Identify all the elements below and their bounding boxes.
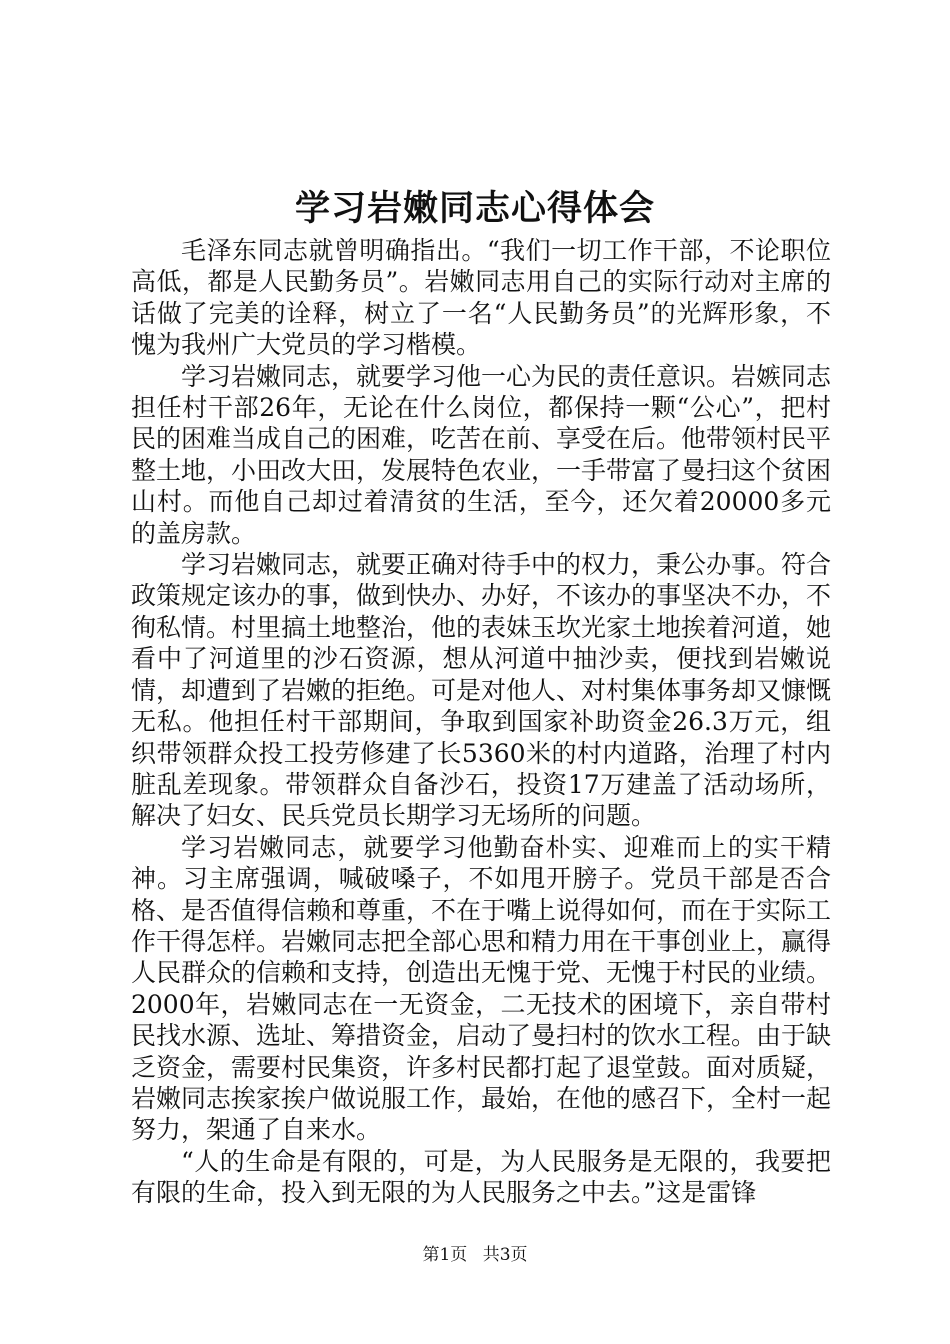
page-total: 共3页: [482, 1245, 528, 1265]
page-footer: [0, 1243, 950, 1267]
page-title: 学习岩嫩同志心得体会: [294, 188, 655, 229]
paragraph: “人的生命是有限的，可是，为人民服务是无限的，我要把有限的生命，投入到无限的为人民服务之中去。”这是雷锋: [131, 1146, 831, 1208]
paragraph: 学习岩嫩同志，就要正确对待手中的权力，秉公办事。符合政策规定该办的事，做到快办、办好，不该办的事坚决不办，不徇私情。村里搞土地整治，他的表妹玉坎光家土地挨着河道，她看中了河道里的沙石资源，想从河道中抽沙卖，便找到岩嫩说情，却遭到了岩嫩的拒绝。可是对他人、对村集体事务却又慷慨无私。他担任村干部期间，争取到国家补助资金26.3万元，组织带领群众投工投劳修建了长5360米的村内道路，治理了村内脏乱差现象。带领群众自备沙石，投资17万建盖了活动场所，解决了妇女、民兵党员长期学习无场所的问题。: [131, 550, 832, 831]
page-number: 第1页: [422, 1245, 468, 1265]
document-body: [131, 235, 831, 1209]
paragraph: 毛泽东同志就曾明确指出。“我们一切工作干部，不论职位高低，都是人民勤务员”。岩嫩同志用自己的实际行动对主席的话做了完美的诠释，树立了一名“人民勤务员”的光辉形象，不愧为我州广大党员的学习楷模。: [131, 236, 831, 360]
paragraph: 学习岩嫩同志，就要学习他一心为民的责任意识。岩嫉同志担任村干部26年，无论在什么岗位，都保持一颗“公心”，把村民的困难当成自己的困难，吃苦在前、享受在后。他带领村民平整土地，小田改大田，发展特色农业，一手带富了曼扫这个贫困山村。而他自己却过着清贫的生活，至今，还欠着20000多元的盖房款。: [131, 361, 832, 548]
paragraph: 学习岩嫩同志，就要学习他勤奋朴实、迎难而上的实干精神。习主席强调，喊破嗓子，不如甩开膀子。党员干部是否合格、是否值得信赖和尊重，不在于嘴上说得如何，而在于实际工作干得怎样。岩嫩同志把全部心思和精力用在干事创业上，赢得人民群众的信赖和支持，创造出无愧于党、无愧于村民的业绩。2000年，岩嫩同志在一无资金，二无技术的困境下，亲自带村民找水源、选址、筹措资金，启动了曼扫村的饮水工程。由于缺乏资金，需要村民集资，许多村民都打起了退堂鼓。面对质疑，岩嫩同志挨家挨户做说服工作，最始，在他的感召下，全村一起努力，架通了自来水。: [131, 832, 832, 1145]
